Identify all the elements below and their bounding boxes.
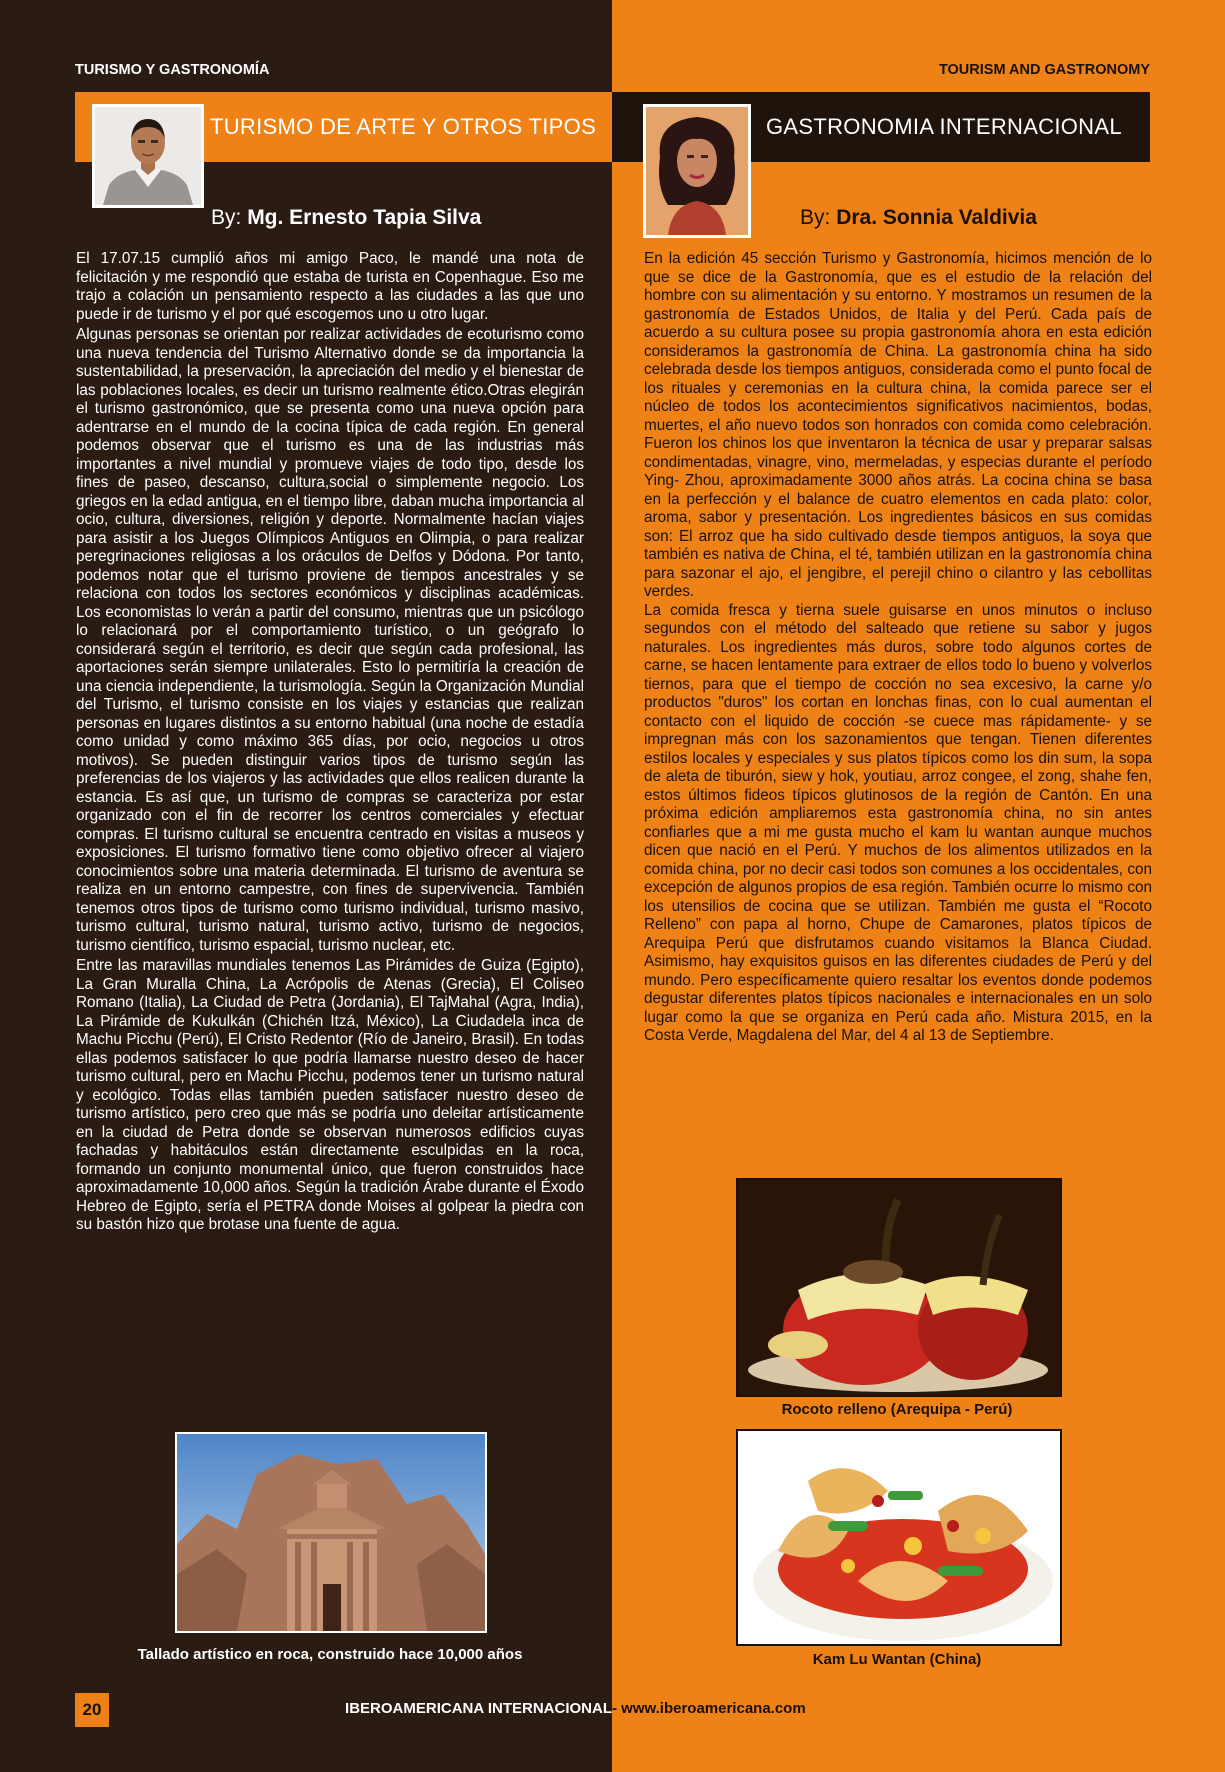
paragraph: Entre las maravillas mundiales tenemos Las Pirámides de Guiza (Egipto), La Gran Muralla China, La Acrópolis de Atenas (Grecia), El Coliseo Romano (Italia), La Ciudad de Petra (Jordania), El TajMahal (Agra, India), La Pirámide de Kukulkán (Chichén Itzá, México), La Ciudadela inca de Machu Picchu (Perú), El Cristo Redentor (Río de Janeiro, Brasil). En todas ellas podemos satisfacer lo que podría llamarse nuestro deseo de hacer turismo cultural, pero en Machu Picchu, podemos tener un turismo natural y ecológico. Todas ellas también pueden satisfacer nuestro deseo de turismo artístico, pero creo que más se podría uno deleitar artísticamente en la ciudad de Petra donde se observan numerosos edificios cuyas fachadas y habitáculos están directamente esculpidas en la roca, formando un conjunto monumental único, que fueron construidos hace aproximadamente 10,000 años. Según la tradición Árabe durante el Éxodo Hebreo de Egipto, sería el PETRA donde Moises al golpear la piedra con su bastón hizo que brotase una fuente de agua.	[76, 957, 584, 1233]
petra-monastery-image	[177, 1434, 485, 1631]
author-photo-ernesto	[92, 104, 204, 208]
section-label-left: TURISMO Y GASTRONOMÍA	[75, 62, 270, 78]
right-author-name: Dra. Sonnia Valdivia	[836, 206, 1037, 229]
left-article-title: TURISMO DE ARTE Y OTROS TIPOS	[210, 114, 597, 139]
rocoto-relleno-image	[736, 1178, 1062, 1397]
petra-image	[175, 1432, 487, 1633]
paragraph: El 17.07.15 cumplió años mi amigo Paco, le mandé una nota de felicitación y me respondió que estaba de turista en Copenhague. Eso me trajo a colación un pensamiento respecto a las ciudades a las que uno puede ir de turismo y el por qué escogemos uno u otro lugar.	[76, 250, 584, 323]
woman-portrait-icon	[646, 107, 748, 235]
left-article-body	[76, 250, 584, 1235]
kam-lu-wantan-dish-image	[738, 1431, 1060, 1644]
by-prefix: By:	[211, 206, 248, 229]
left-byline	[211, 206, 481, 230]
right-byline	[800, 206, 1037, 230]
petra-caption: Tallado artístico en roca, construido hace 10,000 años	[137, 1646, 523, 1663]
page-number: 20	[75, 1693, 109, 1727]
paragraph: Algunas personas se orientan por realizar actividades de ecoturismo como una nueva tendencia del Turismo Alternativo donde se da importancia la sustentabilidad, la preservación, la apreciación del medio y el bienestar de las poblaciones locales, es decir un turismo realmente ético.Otras elegirán el turismo gastronómico, que se presenta como una nueva opción para adentrarse en el mundo de la cocina típica de cada región. En general podemos observar que el turismo es una de las industrias más importantes a nivel mundial y promueve viajes de todo tipo, desde los fines de paseo, descanso, cultura,social o simplemente negocio. Los griegos en la edad antigua, en el tiempo libre, daban mucha importancia al ocio, cultura, diversiones, religión y deporte. Normalmente hacían viajes para asistir a los Juegos Olímpicos Antiguos en Olimpia, o para realizar peregrinaciones religiosas a los oráculos de Delfos y Dódona. Por tanto, podemos notar que el turismo proviene de tiempos ancestrales y se relaciona con todos los sectores económicos y disciplinas académicas. Los economistas lo verán a partir del consumo, mientras que un psicólogo lo relacionará por el comportamiento turístico, o un geógrafo lo considerará según el territorio, es decir que según cada profesional, las aportaciones serán siempre unilaterales. Esto lo permitiría la creación de una ciencia independiente, la turismología. Según la Organización Mundial del Turismo, el turismo consiste en los viajes y estancias que realizan personas en lugares distintos a su entorno habitual (una noche de estadía como unidad y como máximo 365 días, por ocio, negocios u otros motivos). Se pueden distinguir varios tipos de turismo según las preferencias de los viajeros y las actividades que ellos realicen durante la estancia. Es así que, un turismo de compras se caracteriza por estar organizado con el fin de recorrer los centros comerciales y efectuar compras. El turismo cultural se encuentra centrado en visitas a museos y exposiciones. El turismo formativo tiene como objetivo ofrecer al viajero conocimientos sobre una materia determinada. El turismo de aventura se realiza en un entorno campestre, con fines de supervivencia. También tenemos otros tipos de turismo como turismo individual, turismo masivo, turismo cultural, turismo natural, turismo activo, turismo de negocios, turismo científico, turismo espacial, turismo nuclear, etc.	[76, 326, 584, 954]
kam-lu-wantan-caption: Kam Lu Wantan (China)	[812, 1651, 982, 1668]
right-article-body	[644, 250, 1152, 1046]
right-article-title: GASTRONOMIA INTERNACIONAL	[766, 114, 1122, 139]
paragraph: La comida fresca y tierna suele guisarse en unos minutos o incluso segundos con el método del salteado que retiene su sabor y jugos naturales. Los ingredientes más duros, sobre todo algunos cortes de carne, se hacen lentamente para extraer de ellos todo lo bueno y volverlos tiernos, para que el tiempo de cocción no sea excesivo, la carne y/o productos "duros" los cortan en lonchas finas, con lo cual aumentan el contacto con el liquido de cocción -se cuece mas rápidamente- y se impregnan más con los sazonamientos que tengan. Tienen diferentes estilos locales y especiales y sus platos típicos como los din sum, la sopa de aleta de tiburón, siew y hok, youtiau, arroz congee, el zong, shahe fen, estos últimos fideos típicos glutinosos de la región de Cantón. En una próxima edición ampliaremos esta gastronomía china, no sin antes confiarles que a mi me gusta mucho el kam lu wantan aunque muchos dicen que nació en el Perú. Y muchos de los alimentos utilizados en la comida china, por no decir casi todos son comunes a los occidentales, con excepción de algunos propios de esa región. También ocurre lo mismo con los utensilios de cocina que se utilizan. También me gusta el “Rocoto Relleno” con papa al horno, Chupe de Camarones, platos típicos de Arequipa Perú que disfrutamos cuando visitamos la Blanca Ciudad. Asimismo, hay exquisitos guisos en las diferentes ciudades de Perú y del mundo. Pero específicamente quiero resaltar los eventos donde podemos degustar diferentes platos típicos nacionales e internacionales en un solo lugar como la que se organiza en Perú cada año. Mistura 2015, en la Costa Verde, Magdalena del Mar, del 4 al 13 de Septiembre.	[644, 601, 1152, 1044]
publication-website: - www.iberoamericana.com	[612, 1700, 806, 1717]
kam-lu-wantan-image	[736, 1429, 1062, 1646]
stuffed-pepper-image	[738, 1180, 1060, 1395]
publication-name: IBEROAMERICANA INTERNACIONAL	[345, 1700, 612, 1717]
author-photo-sonnia	[643, 104, 751, 238]
section-label-right: TOURISM AND GASTRONOMY	[938, 62, 1150, 78]
paragraph: En la edición 45 sección Turismo y Gastronomía, hicimos mención de lo que se dice de la Gastronomía, que es el estudio de la relación del hombre con su alimentación y su entorno. Y mostramos un resumen de la gastronomía de Estados Unidos, de Italia y del Perú. Cada país de acuerdo a su cultura posee su propia gastronomía ahora en esta edición consideramos la gastronomía de China. La gastronomía china ha sido celebrada desde los tiempos antiguos, considerada como el punto focal de los rituales y ceremonias en la cultura china, la comida parece ser el núcleo de todos los acontecimientos significativos nacimientos, bodas, muertes, el año nuevo todos son honrados con comida como celebración. Fueron los chinos los que inventaron la técnica de usar y preparar salsas condimentadas, vinagre, vino, mermeladas, y especias durante el período Ying- Zhou, aproximadamente 3000 años atrás. La cocina china se basa en la perfección y el balance de cuatro elementos en cada plato: color, aroma, sabor y presentación. Los ingredientes básicos en sus comidas son: El arroz que ha sido cultivado desde tiempos antiguos, la soya que también es nativa de China, el té, también utilizan en la gastronomía china para sazonar el ajo, el jengibre, el perejil chino o cilantro y las cebollitas verdes.	[644, 250, 1152, 600]
rocoto-caption: Rocoto relleno (Arequipa - Perú)	[781, 1401, 1013, 1418]
left-author-name: Mg. Ernesto Tapia Silva	[247, 206, 482, 229]
by-prefix: By:	[800, 206, 837, 229]
man-portrait-icon	[95, 107, 201, 205]
